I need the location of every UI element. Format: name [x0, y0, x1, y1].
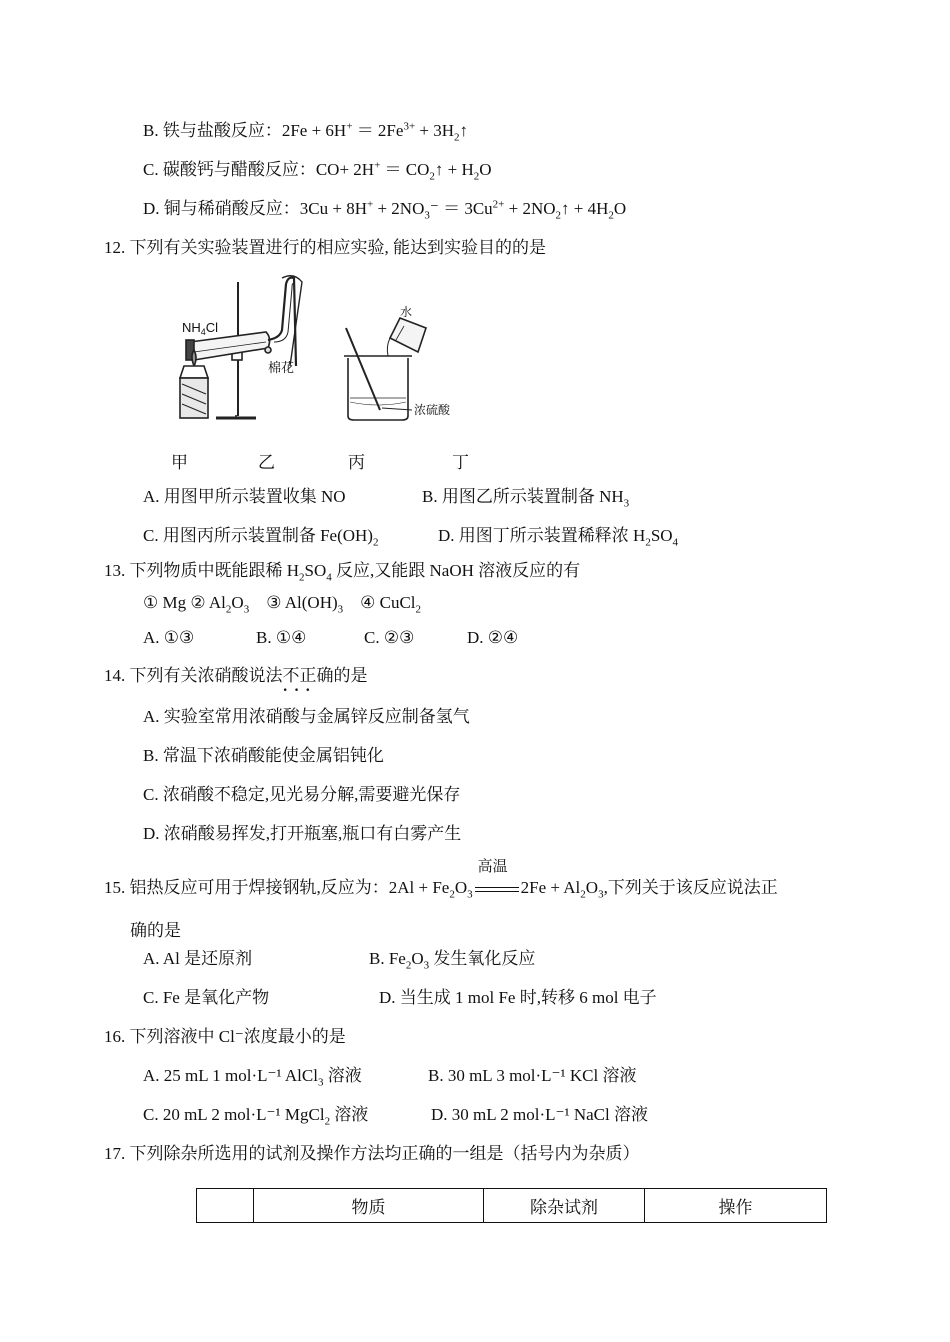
q16-stem: 16. 下列溶液中 Cl⁻浓度最小的是	[104, 1027, 346, 1046]
nh4cl-label: $NH_4Cl$	[182, 320, 219, 337]
q15-option-d: D. 当生成 1 mol Fe 时,转移 6 mol 电子	[379, 988, 657, 1007]
q14-option-c: C. 浓硝酸不稳定,见光易分解,需要避光保存	[143, 785, 461, 804]
apparatus-jia-yi	[180, 276, 302, 418]
cotton-label: 棉花	[268, 361, 295, 376]
q11-option-c: C. 碳酸钙与醋酸反应：$CO+ 2H^+ = CO_2↑ + H_2O$	[143, 159, 492, 183]
q13-option-d: D. ②④	[467, 628, 519, 647]
table-header-row	[197, 1189, 827, 1223]
fig-label-jia: 甲	[171, 453, 188, 472]
q12-option-b: B. 用图乙所示装置制备 $NH_3$	[422, 487, 630, 510]
q14-stem: 14. 下列有关浓硝酸说法不正确 · · ·的是	[104, 665, 368, 687]
q15-stem: 15. 铝热反应可用于焊接钢轨,反应为：$2Al + Fe_2O_3$ 高温 $2Fe + Al_2O_3$,下列关于该反应说法正	[104, 859, 778, 901]
q14-emphasis: 不正确 · · ·	[283, 665, 334, 687]
q17-table	[196, 1188, 827, 1223]
q12-option-d: D. 用图丁所示装置稀释浓 $H_2SO_4$	[438, 526, 679, 549]
reaction-condition: 高温	[475, 878, 519, 900]
q15-option-c: C. Fe 是氧化产物	[143, 988, 270, 1007]
q14-option-d: D. 浓硝酸易挥发,打开瓶塞,瓶口有白雾产生	[143, 824, 462, 843]
apparatus-figure	[168, 270, 468, 430]
water-label: 水	[400, 305, 413, 319]
q16-option-c: C. 20 mL 2 mol·L⁻¹ MgCl$_2$ 溶液	[143, 1105, 369, 1128]
q14-option-b: B. 常温下浓硝酸能使金属铝钝化	[143, 746, 384, 765]
q15-option-a: A. Al 是还原剂	[143, 949, 253, 968]
table-header-substance: 物质	[254, 1189, 484, 1223]
q12-option-a: A. 用图甲所示装置收集 NO	[143, 487, 346, 506]
table-header-reagent: 除杂试剂	[484, 1189, 645, 1223]
q12-option-c: C. 用图丙所示装置制备 $Fe(OH)_2$	[143, 526, 379, 549]
q13-stem: 13. 下列物质中既能跟稀 $H_2SO_4$ 反应,又能跟 NaOH 溶液反应的有	[104, 561, 581, 584]
q15-stem-cont: 确的是	[130, 921, 181, 940]
fig-label-ding: 丁	[452, 453, 469, 472]
table-header-operation: 操作	[645, 1189, 827, 1223]
q15-option-b: B. $Fe_2O_3$ 发生氧化反应	[369, 949, 536, 972]
conc-acid-label: 浓硫酸	[414, 403, 451, 417]
q12-stem: 12. 下列有关实验装置进行的相应实验, 能达到实验目的的是	[104, 238, 546, 257]
q13-option-a: A. ①③	[143, 628, 195, 647]
q17-stem: 17. 下列除杂所选用的试剂及操作方法均正确的一组是（括号内为杂质）	[104, 1144, 640, 1163]
q13-items: ① Mg ② $Al_2O_3$ ③ $Al(OH)_3$ ④ CuCl$_2$	[143, 593, 422, 616]
q13-option-c: C. ②③	[364, 628, 415, 647]
table-header-blank	[197, 1189, 254, 1223]
q11-option-d: D. 铜与稀硝酸反应：$3Cu + 8H^+ + 2NO_3^- = 3Cu^{2+}$ + $2NO_2↑ + 4H_2O$	[143, 198, 627, 222]
q13-option-b: B. ①④	[256, 628, 307, 647]
fig-label-bing: 丙	[348, 453, 365, 472]
q16-option-d: D. 30 mL 2 mol·L⁻¹ NaCl 溶液	[431, 1105, 648, 1124]
q14-option-a: A. 实验室常用浓硝酸与金属锌反应制备氢气	[143, 707, 470, 726]
q11-option-b: B. 铁与盐酸反应：$2Fe + 6H^+ = 2Fe^{3+}$ + $3H_2↑$	[143, 120, 469, 144]
q16-option-b: B. 30 mL 3 mol·L⁻¹ KCl 溶液	[428, 1066, 637, 1085]
fig-label-yi: 乙	[258, 453, 275, 472]
q16-option-a: A. 25 mL 1 mol·L⁻¹ AlCl$_3$ 溶液	[143, 1066, 362, 1089]
